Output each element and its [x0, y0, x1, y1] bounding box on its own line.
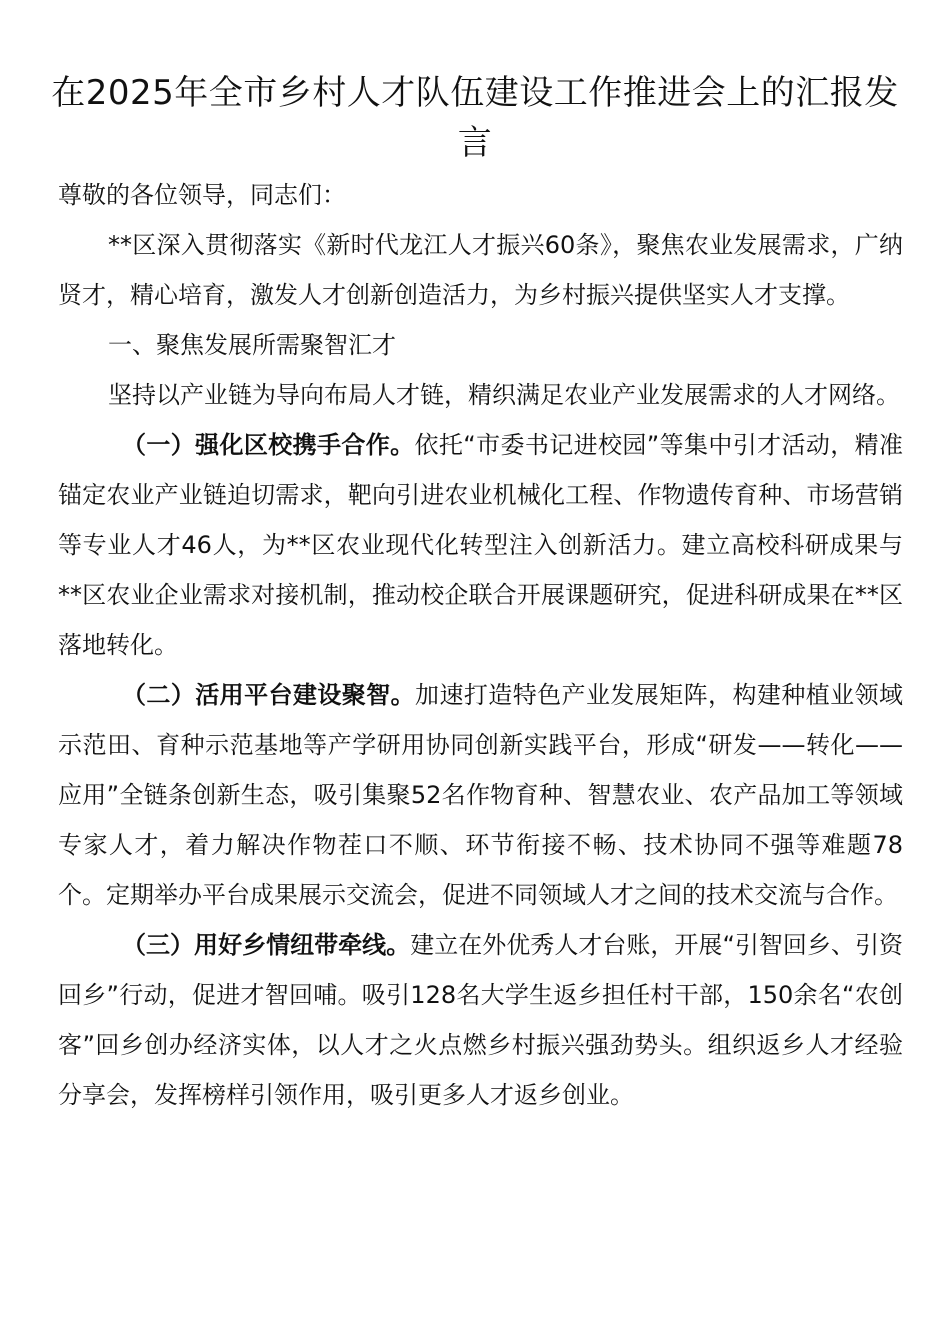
section-summary: 坚持以产业链为导向布局人才链，精织满足农业产业发展需求的人才网络。 [108, 381, 900, 409]
list-item [58, 920, 903, 1120]
item-text: 依托“市委书记进校园”等集中引才活动，精准锚定农业产业链迫切需求，靶向引进农业机械化工程、作物遗传育种、市场营销等专业人才46人，为**区农业现代化转型注入创新活力。建立高校科研成果与**区农业企业需求对接机制，推动校企联合开展课题研究，促进科研成果在**区落地转化。 [58, 431, 903, 659]
item-heading: （三）用好乡情纽带牵线。 [122, 931, 411, 959]
item-heading: （一）强化区校携手合作。 [122, 431, 415, 459]
salutation: 尊敬的各位领导，同志们： [58, 181, 346, 209]
item-heading: （二）活用平台建设聚智。 [122, 681, 416, 709]
item-text: 建立在外优秀人才台账，开展“引智回乡、引资回乡”行动，促进才智回哺。吸引128名大学生返乡担任村干部，150余名“农创客”回乡创办经济实体，以人才之火点燃乡村振兴强劲势头。组织返乡人才经验分享会，发挥榜样引领作用，吸引更多人才返乡创业。 [58, 931, 904, 1109]
intro-paragraph: **区深入贯彻落实《新时代龙江人才振兴60条》，聚焦农业发展需求，广纳贤才，精心培育，激发人才创新创造活力，为乡村振兴提供坚实人才支撑。 [58, 231, 903, 309]
section-heading: 一、聚焦发展所需聚智汇才 [108, 331, 396, 359]
list-item [58, 420, 903, 670]
item-text: 加速打造特色产业发展矩阵，构建种植业领域示范田、育种示范基地等产学研用协同创新实践平台，形成“研发——转化——应用”全链条创新生态，吸引集聚52名作物育种、智慧农业、农产品加工等领域专家人才，着力解决作物茬口不顺、环节衔接不畅、技术协同不强等难题78个。定期举办平台成果展示交流会，促进不同领域人才之间的技术交流与合作。 [58, 681, 903, 909]
document-title: 在2025年全市乡村人才队伍建设工作推进会上的汇报发言 [51, 73, 899, 163]
list-item [58, 670, 903, 920]
document-body [58, 170, 903, 1120]
